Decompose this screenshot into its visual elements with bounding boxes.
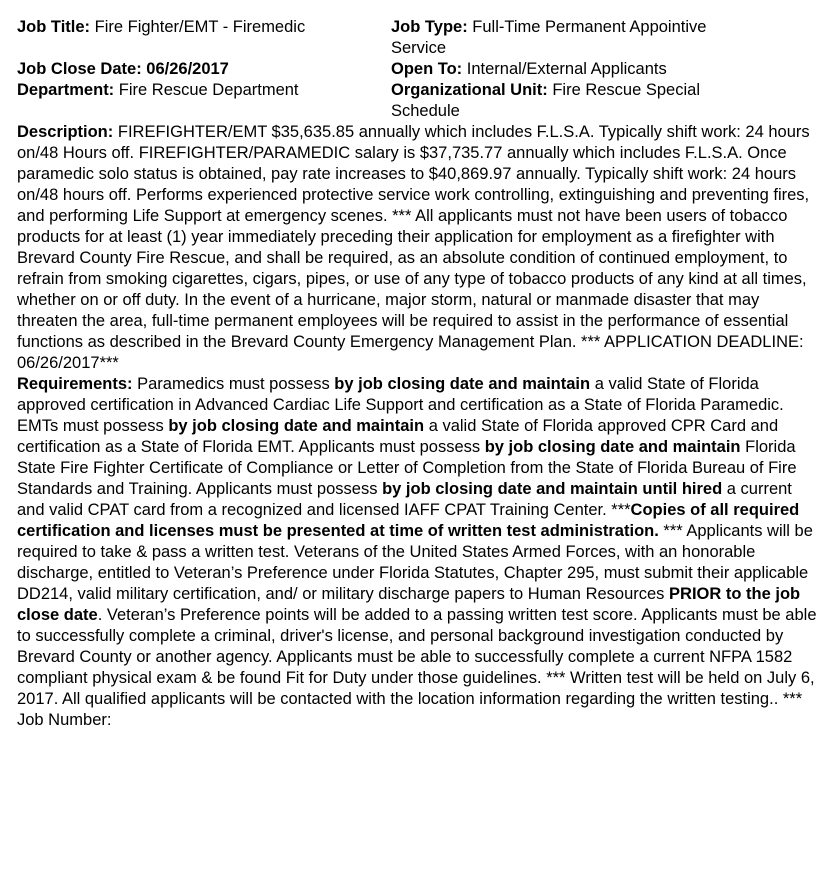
description-label: Description:: [17, 123, 114, 141]
requirements-bold-3: by job closing date and maintain: [484, 438, 741, 456]
requirements-bold-1: by job closing date and maintain: [334, 375, 591, 393]
requirements-text-2: a valid State of Florida approved certification in Advanced Cardiac Life Support and certification as a State of Florida Paramedic. EMTs must possess: [17, 375, 784, 435]
job-title-field: [17, 17, 391, 59]
requirements-bold-2: by job closing date and maintain: [168, 417, 425, 435]
open-to-value: Internal/External Applicants: [466, 60, 667, 78]
job-type-value: Full-Time Permanent Appointive Service: [391, 18, 707, 57]
job-posting: [17, 17, 817, 731]
requirements-text-1: Paramedics must possess: [137, 375, 330, 393]
department-value: Fire Rescue Department: [118, 81, 299, 99]
requirements-bold-6: PRIOR to the job close date: [17, 585, 801, 624]
job-type-label: Job Type:: [391, 18, 468, 36]
open-to-label: Open To:: [391, 60, 463, 78]
requirements-bold-5: Copies of all required certification and licenses must be presented at time of written test administration.: [17, 501, 800, 540]
org-unit-value: Fire Rescue Special Schedule: [391, 81, 700, 120]
requirements-text-4: Florida State Fire Fighter Certificate of Compliance or Letter of Completion from the State of Florida Bureau of Fire Standards and Training. Applicants must possess: [17, 438, 797, 498]
description-paragraph: [17, 122, 817, 374]
requirements-paragraph: [17, 374, 817, 710]
requirements-text-7: . Veteran’s Preference points will be added to a passing written test score. Applicants must be able to successfully complete a criminal, driver's license, and personal background investigation conducted by Brevard County or another agency. Applicants must be able to successfully complete a current NFPA 1582 compliant physical exam & be found Fit for Duty under those guidelines. *** Written test will be held on July 6, 2017. All qualified applicants will be contacted with the location information regarding the written testing.. ***: [17, 606, 817, 708]
requirements-text-5: a current and valid CPAT card from a recognized and licensed IAFF CPAT Training Center. ***: [17, 480, 792, 519]
job-number-field: [17, 710, 817, 731]
department-field: [17, 80, 391, 122]
requirements-label: Requirements:: [17, 375, 133, 393]
job-number-label: Job Number:: [17, 711, 112, 729]
description-text: FIREFIGHTER/EMT $35,635.85 annually which includes F.L.S.A. Typically shift work: 24 hours on/48 Hours off. FIREFIGHTER/PARAMEDIC salary is $37,735.77 annually which includes F.L.S.A. Once paramedic solo status is obtained, pay rate increases to $40,869.97 annually. Typically shift work: 24 hours on/48 hours off. Performs experienced protective service work controlling, extinguishing and preventing fires, and performing Life Support at emergency scenes. *** All applicants must not have been users of tobacco products for at least (1) year immediately preceding their application for employment as a firefighter with Brevard County Fire Rescue, and shall be required, as an absolute condition of continued employment, to refrain from smoking cigarettes, cigars, pipes, or use of any type of tobacco products of any kind at all times, whether on or off duty. In the event of a hurricane, major storm, natural or manmade disaster that may threaten the area, full-time permanent employees will be required to assist in the performance of essential functions as described in the Brevard County Emergency Management Plan. *** APPLICATION DEADLINE: 06/26/2017***: [17, 123, 810, 372]
job-fields: [17, 17, 817, 122]
org-unit-field: [391, 80, 751, 122]
job-title-label: Job Title:: [17, 18, 91, 36]
requirements-text-6: *** Applicants will be required to take & pass a written test. Veterans of the United States Armed Forces, with an honorable discharge, entitled to Veteran’s Preference under Florida Statutes, Chapter 295, must submit their applicable DD214, valid military certification, and/ or military discharge papers to Human Resources: [17, 522, 813, 603]
org-unit-label: Organizational Unit:: [391, 81, 548, 99]
requirements-text-3: a valid State of Florida approved CPR Card and certification as a State of Florida EMT. Applicants must possess: [17, 417, 779, 456]
job-type-field: [391, 17, 751, 59]
job-title-value: Fire Fighter/EMT - Firemedic: [94, 18, 306, 36]
department-label: Department:: [17, 81, 115, 99]
job-close-date-field: [17, 59, 391, 80]
job-close-date-label: Job Close Date: 06/26/2017: [17, 60, 229, 78]
requirements-bold-4: by job closing date and maintain until hired: [382, 480, 723, 498]
open-to-field: [391, 59, 751, 80]
